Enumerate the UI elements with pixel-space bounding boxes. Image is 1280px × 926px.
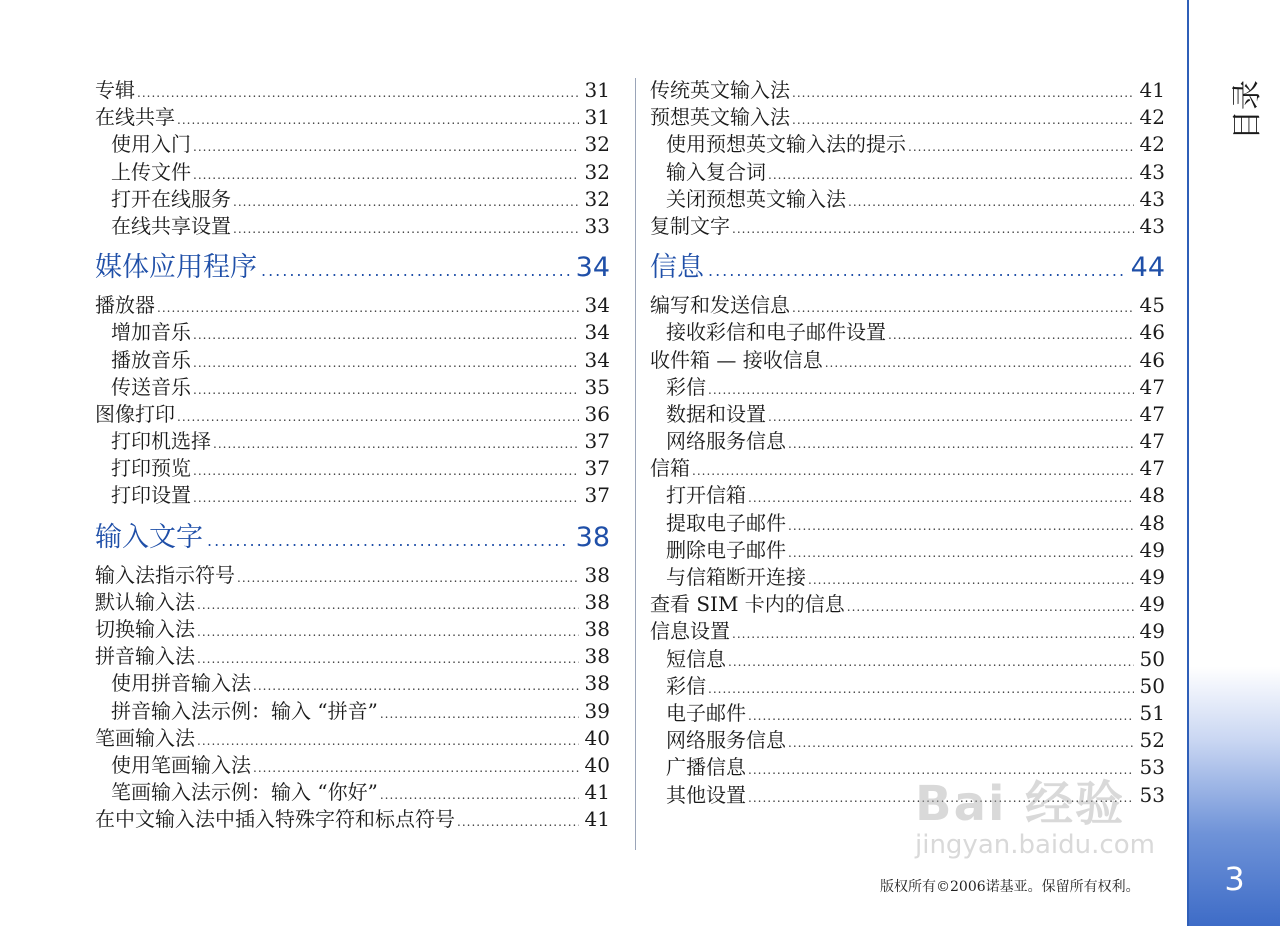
toc-entry[interactable] <box>650 401 1165 428</box>
toc-entry-page: 38 <box>584 671 610 696</box>
toc-dot-leader <box>708 249 1125 293</box>
toc-entry-title: 信息 <box>650 252 704 284</box>
toc-entry-page: 53 <box>1139 782 1165 807</box>
toc-entry-page: 46 <box>1139 320 1165 345</box>
toc-entry[interactable] <box>95 643 610 670</box>
toc-entry[interactable] <box>95 374 610 401</box>
toc-entry[interactable] <box>650 347 1165 374</box>
toc-entry-title: 输入文字 <box>95 521 203 553</box>
toc-dot-leader <box>261 249 570 293</box>
toc-entry[interactable] <box>95 616 610 643</box>
toc-entry-page: 42 <box>1139 105 1165 130</box>
toc-entry-page: 41 <box>584 807 610 832</box>
toc-entry-page: 31 <box>584 105 610 130</box>
toc-entry-title: 网络服务信息 <box>666 728 786 753</box>
toc-dot-leader <box>197 592 579 619</box>
toc-dot-leader <box>768 162 1134 189</box>
toc-entry-title: 收件箱 — 接收信息 <box>650 347 823 372</box>
toc-dot-leader <box>788 431 1134 458</box>
toc-entry[interactable] <box>95 806 610 833</box>
toc-entry-title: 媒体应用程序 <box>95 252 257 284</box>
toc-dot-leader <box>732 216 1134 243</box>
toc-entry-page: 41 <box>1139 78 1165 102</box>
toc-dot-leader <box>457 809 579 836</box>
toc-entry[interactable] <box>95 698 610 725</box>
toc-entry-page: 39 <box>584 698 610 723</box>
toc-dot-leader <box>792 295 1134 322</box>
toc-dot-leader <box>253 673 579 700</box>
toc-entry-page: 47 <box>1139 374 1165 399</box>
toc-dot-leader <box>708 377 1134 404</box>
toc-entry[interactable] <box>650 510 1165 537</box>
toc-entry[interactable] <box>95 159 610 186</box>
toc-entry[interactable] <box>650 428 1165 455</box>
toc-dot-leader <box>193 458 579 485</box>
toc-entry-title: 接收彩信和电子邮件设置 <box>666 320 886 345</box>
toc-right-column <box>650 77 1165 809</box>
toc-dot-leader <box>197 619 579 646</box>
toc-dot-leader <box>847 594 1134 621</box>
column-divider <box>635 78 636 850</box>
toc-entry[interactable] <box>95 482 610 509</box>
toc-entry-title: 打印预览 <box>111 456 191 481</box>
sidebar-title: 目录 <box>1230 80 1265 140</box>
toc-dot-leader <box>808 567 1134 594</box>
toc-entry-page: 44 <box>1130 252 1165 284</box>
toc-dot-leader <box>197 728 579 755</box>
toc-dot-leader <box>193 134 579 161</box>
toc-dot-leader <box>253 755 579 782</box>
toc-dot-leader <box>792 107 1134 134</box>
toc-entry-page: 40 <box>584 725 610 750</box>
toc-dot-leader <box>788 540 1134 567</box>
toc-entry[interactable] <box>95 779 610 806</box>
toc-entry[interactable] <box>650 618 1165 645</box>
toc-entry-page: 31 <box>584 78 610 102</box>
toc-entry-title: 编写和发送信息 <box>650 293 790 318</box>
toc-dot-leader <box>692 458 1134 485</box>
toc-entry-page: 43 <box>1139 213 1165 238</box>
toc-entry[interactable] <box>95 319 610 346</box>
toc-entry-title: 传统英文输入法 <box>650 78 790 102</box>
toc-dot-leader <box>237 565 579 592</box>
toc-entry-title: 打印机选择 <box>111 429 211 454</box>
toc-entry-page: 32 <box>584 132 610 157</box>
toc-entry-title: 输入复合词 <box>666 159 766 184</box>
toc-entry[interactable] <box>650 591 1165 618</box>
toc-entry-page: 35 <box>584 374 610 399</box>
toc-section-heading[interactable] <box>95 516 610 560</box>
toc-entry[interactable] <box>95 186 610 213</box>
toc-entry-title: 使用预想英文输入法的提示 <box>666 132 906 157</box>
toc-entry-page: 45 <box>1139 293 1165 318</box>
toc-entry[interactable] <box>650 564 1165 591</box>
toc-entry[interactable] <box>650 159 1165 186</box>
toc-entry[interactable] <box>650 482 1165 509</box>
toc-entry-title: 广播信息 <box>666 755 746 780</box>
toc-dot-leader <box>748 703 1134 730</box>
toc-dot-leader <box>732 621 1134 648</box>
toc-entry-page: 49 <box>1139 565 1165 589</box>
toc-entry-title: 使用拼音输入法 <box>111 671 251 696</box>
toc-entry[interactable] <box>650 77 1165 104</box>
toc-entry-title: 预想英文输入法 <box>650 105 790 130</box>
toc-entry-page: 47 <box>1139 401 1165 426</box>
toc-dot-leader <box>193 322 579 349</box>
toc-dot-leader <box>768 404 1134 431</box>
toc-dot-leader <box>788 513 1134 540</box>
toc-entry[interactable] <box>650 292 1165 319</box>
toc-dot-leader <box>380 701 579 728</box>
toc-entry-title: 默认输入法 <box>95 589 195 614</box>
toc-entry[interactable] <box>95 752 610 779</box>
toc-entry-page: 49 <box>1139 619 1165 644</box>
toc-entry[interactable] <box>650 319 1165 346</box>
toc-entry-title: 网络服务信息 <box>666 429 786 454</box>
toc-entry-title: 在线共享 <box>95 105 175 130</box>
toc-entry[interactable] <box>650 374 1165 401</box>
toc-entry-title: 传送音乐 <box>111 374 191 399</box>
toc-entry[interactable] <box>650 131 1165 158</box>
toc-dot-leader <box>888 322 1134 349</box>
toc-entry-page: 34 <box>575 252 610 284</box>
toc-dot-leader <box>193 162 579 189</box>
toc-entry-title: 其他设置 <box>666 782 746 807</box>
toc-dot-leader <box>848 189 1134 216</box>
toc-dot-leader <box>708 676 1134 703</box>
toc-entry-title: 专辑 <box>95 78 135 102</box>
toc-section-heading[interactable] <box>95 246 610 290</box>
toc-dot-leader <box>193 485 579 512</box>
toc-entry[interactable] <box>95 725 610 752</box>
toc-entry-page: 53 <box>1139 755 1165 780</box>
toc-entry-title: 切换输入法 <box>95 617 195 641</box>
toc-entry-page: 48 <box>1139 483 1165 508</box>
toc-entry-title: 短信息 <box>666 646 726 671</box>
toc-entry-title: 拼音输入法示例：输入 “拼音” <box>111 698 378 723</box>
toc-entry-title: 使用笔画输入法 <box>111 752 251 777</box>
watermark-logo: Bai 经验 <box>915 776 1126 832</box>
toc-entry[interactable] <box>95 455 610 482</box>
toc-entry-page: 37 <box>584 429 610 454</box>
toc-entry-page: 37 <box>584 456 610 481</box>
toc-entry[interactable] <box>95 347 610 374</box>
toc-entry-title: 上传文件 <box>111 159 191 184</box>
toc-dot-leader <box>748 485 1134 512</box>
toc-dot-leader <box>792 80 1134 107</box>
toc-entry-title: 数据和设置 <box>666 401 766 426</box>
toc-dot-leader <box>193 350 579 377</box>
toc-entry-title: 电子邮件 <box>666 700 746 725</box>
toc-entry-page: 32 <box>584 159 610 184</box>
toc-dot-leader <box>233 189 579 216</box>
toc-entry-title: 删除电子邮件 <box>666 537 786 562</box>
toc-entry-page: 38 <box>584 562 610 587</box>
toc-entry-title: 与信箱断开连接 <box>666 565 806 589</box>
toc-dot-leader <box>177 404 579 431</box>
toc-entry-page: 51 <box>1139 700 1165 725</box>
toc-entry-page: 37 <box>584 483 610 508</box>
toc-entry[interactable] <box>95 213 610 240</box>
toc-entry[interactable] <box>650 455 1165 482</box>
toc-dot-leader <box>137 80 579 107</box>
toc-entry-page: 38 <box>584 617 610 641</box>
toc-entry-title: 查看 SIM 卡内的信息 <box>650 592 845 617</box>
toc-entry-page: 49 <box>1139 537 1165 562</box>
toc-entry-page: 52 <box>1139 728 1165 753</box>
toc-dot-leader <box>233 216 579 243</box>
toc-entry[interactable] <box>95 104 610 131</box>
toc-entry-title: 打印设置 <box>111 483 191 508</box>
toc-dot-leader <box>728 649 1134 676</box>
toc-entry-title: 在中文输入法中插入特殊字符和标点符号 <box>95 807 455 832</box>
watermark <box>905 730 1205 870</box>
toc-dot-leader <box>207 519 570 563</box>
toc-entry[interactable] <box>95 589 610 616</box>
toc-entry-title: 在线共享设置 <box>111 213 231 238</box>
toc-entry-title: 复制文字 <box>650 213 730 238</box>
toc-entry-title: 信息设置 <box>650 619 730 644</box>
toc-entry-page: 50 <box>1139 673 1165 698</box>
toc-entry[interactable] <box>95 401 610 428</box>
toc-entry-page: 46 <box>1139 347 1165 372</box>
toc-entry-title: 播放音乐 <box>111 347 191 372</box>
toc-entry[interactable] <box>95 670 610 697</box>
watermark-url: jingyan.baidu.com <box>915 830 1155 860</box>
toc-entry-page: 43 <box>1139 159 1165 184</box>
toc-dot-leader <box>197 646 579 673</box>
toc-entry-title: 增加音乐 <box>111 320 191 345</box>
toc-entry-page: 48 <box>1139 510 1165 535</box>
toc-entry[interactable] <box>650 104 1165 131</box>
toc-left-column <box>95 77 610 834</box>
toc-entry-page: 38 <box>584 644 610 669</box>
toc-entry[interactable] <box>650 646 1165 673</box>
toc-dot-leader <box>380 782 579 809</box>
toc-entry-page: 50 <box>1139 646 1165 671</box>
copyright-notice: 版权所有©2006诺基亚。保留所有权利。 <box>880 879 1140 895</box>
toc-entry-title: 播放器 <box>95 293 155 318</box>
toc-entry-title: 输入法指示符号 <box>95 562 235 587</box>
toc-entry-page: 47 <box>1139 429 1165 454</box>
toc-entry-page: 43 <box>1139 186 1165 211</box>
toc-entry-title: 笔画输入法 <box>95 725 195 750</box>
toc-entry-page: 34 <box>584 320 610 345</box>
toc-dot-leader <box>157 295 579 322</box>
toc-entry[interactable] <box>650 673 1165 700</box>
toc-entry-page: 42 <box>1139 132 1165 157</box>
toc-dot-leader <box>825 350 1134 377</box>
toc-entry-page: 38 <box>584 589 610 614</box>
toc-entry-title: 笔画输入法示例：输入 “你好” <box>111 780 378 805</box>
toc-entry-page: 36 <box>584 401 610 426</box>
page-number: 3 <box>1224 860 1245 898</box>
toc-entry-title: 关闭预想英文输入法 <box>666 186 846 211</box>
toc-entry[interactable] <box>95 562 610 589</box>
toc-dot-leader <box>193 377 579 404</box>
toc-dot-leader <box>177 107 579 134</box>
toc-entry-page: 32 <box>584 186 610 211</box>
toc-entry-title: 拼音输入法 <box>95 644 195 669</box>
toc-entry[interactable] <box>95 292 610 319</box>
toc-entry-page: 33 <box>584 213 610 238</box>
toc-entry-title: 提取电子邮件 <box>666 510 786 535</box>
toc-dot-leader <box>213 431 579 458</box>
toc-entry-title: 使用入门 <box>111 132 191 157</box>
toc-entry-title: 彩信 <box>666 673 706 698</box>
toc-entry-page: 34 <box>584 293 610 318</box>
toc-entry-title: 打开在线服务 <box>111 186 231 211</box>
toc-entry[interactable] <box>650 186 1165 213</box>
toc-entry-title: 图像打印 <box>95 401 175 426</box>
toc-entry[interactable] <box>95 77 610 104</box>
toc-dot-leader <box>908 134 1134 161</box>
toc-entry[interactable] <box>650 537 1165 564</box>
toc-entry[interactable] <box>95 131 610 158</box>
toc-entry-title: 打开信箱 <box>666 483 746 508</box>
toc-entry[interactable] <box>650 213 1165 240</box>
toc-entry-page: 38 <box>575 521 610 553</box>
toc-entry-page: 41 <box>584 780 610 805</box>
toc-entry-page: 47 <box>1139 456 1165 481</box>
toc-entry-title: 信箱 <box>650 456 690 481</box>
toc-entry-page: 34 <box>584 347 610 372</box>
toc-section-heading[interactable] <box>650 246 1165 290</box>
toc-entry-page: 49 <box>1139 592 1165 617</box>
toc-entry-page: 40 <box>584 752 610 777</box>
toc-entry-title: 彩信 <box>666 374 706 399</box>
toc-entry[interactable] <box>95 428 610 455</box>
toc-entry[interactable] <box>650 700 1165 727</box>
